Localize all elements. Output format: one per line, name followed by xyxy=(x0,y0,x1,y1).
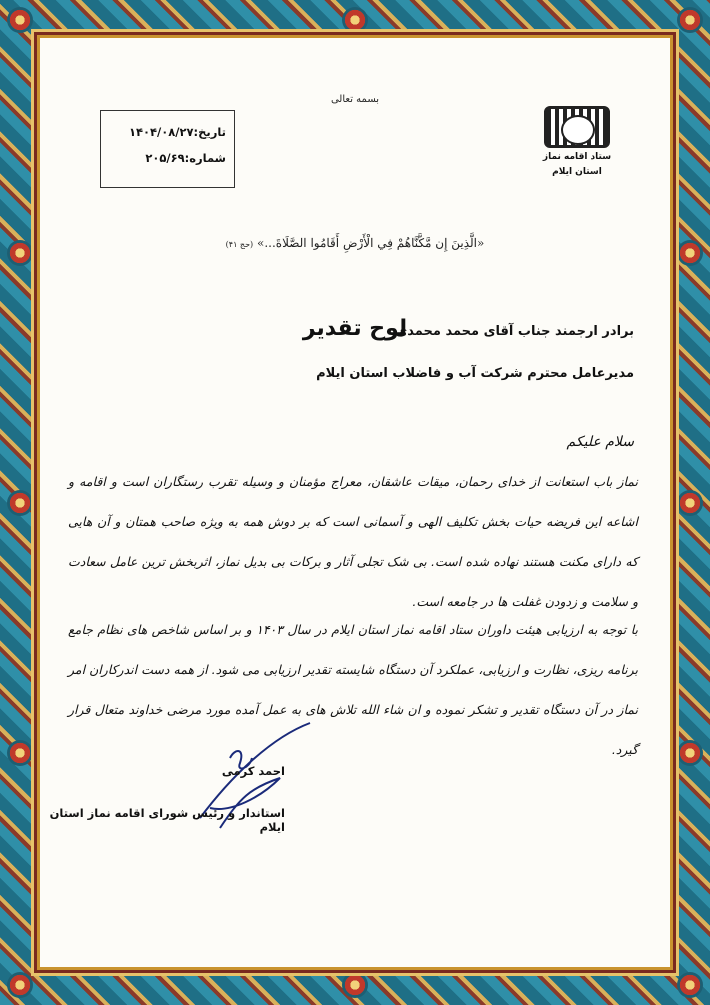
date-value: ۱۴۰۴/۰۸/۲۷ xyxy=(128,125,194,139)
side-medallion-icon xyxy=(677,240,703,266)
bottom-medallion-icon xyxy=(342,972,368,998)
bismillah: بسمه تعالی xyxy=(330,94,380,105)
side-medallion-icon xyxy=(7,490,33,516)
corner-medallion-icon xyxy=(7,972,33,998)
page-title: لوح تقدیر xyxy=(302,316,408,341)
verse-reference: (حج ۴۱) xyxy=(225,240,254,249)
body-paragraph-1: نماز باب استعانت از خدای رحمان، میقات عاشقان، معراج مؤمنان و وسیله تقرب رستگاران است و اقامه و اشاعه این فریضه حیات بخش تکلیف الهی و آسمانی است که بر دوش همه به ویژه صاحب همتان و آن هایی که دارای مکنت هستند نهاده شده است. بی شک تجلی آثار و برکات بی بدیل نماز، اثربخش ترین عامل سعادت و سلامت و زدودن غفلت ها در جامعه است. xyxy=(68,474,638,609)
corner-medallion-icon xyxy=(7,7,33,33)
body-paragraph-2: با توجه به ارزیابی هیئت داوران ستاد اقامه نماز استان ایلام در سال ۱۴۰۳ و بر اساس شاخص های نظام جامع برنامه ریزی، نظارت و ارزیابی، عملکرد آن دستگاه شایسته تقدیر ارزیابی می شود. از همه دست اندرکاران امر نماز در آن دستگاه تقدیر و تشکر نموده و ان شاء الله تلاش های به عمل آمده مورد مرضی خداوند متعال قرار گیرد. xyxy=(68,622,638,757)
organization-logo xyxy=(542,106,612,184)
salutation: سلام علیکم xyxy=(566,434,634,450)
side-medallion-icon xyxy=(7,740,33,766)
date-line xyxy=(109,119,226,145)
certificate-page xyxy=(40,38,670,967)
side-medallion-icon xyxy=(677,490,703,516)
recipient-name: برادر ارجمند جناب آقای محمد محمدی xyxy=(395,324,634,339)
number-value: ۲۰۵/۶۹ xyxy=(145,151,185,165)
date-label: تاریخ: xyxy=(193,125,226,139)
kaaba-logo-icon xyxy=(544,106,610,148)
verse-text: «الَّذِینَ إِن مَّکَّنَّاهُمْ فِي الْأَرْضِ أَقَامُوا الصَّلَاةَ...» xyxy=(257,236,485,250)
side-medallion-icon xyxy=(677,740,703,766)
signatory-title: استاندار و رئیس شورای اقامه نماز استان ایلام xyxy=(49,806,285,834)
number-label: شماره: xyxy=(184,151,226,165)
date-number-box xyxy=(100,110,235,188)
corner-medallion-icon xyxy=(677,7,703,33)
top-medallion-icon xyxy=(342,7,368,33)
signatory-name: احمد کرمی xyxy=(221,764,285,778)
side-medallion-icon xyxy=(7,240,33,266)
logo-line1: ستاد اقامه نماز xyxy=(542,152,612,162)
number-line xyxy=(109,145,226,171)
recipient-position: مدیرعامل محترم شرکت آب و فاضلاب استان ایلام xyxy=(316,366,634,381)
corner-medallion-icon xyxy=(677,972,703,998)
quran-verse xyxy=(40,236,670,250)
logo-line2: استان ایلام xyxy=(552,167,602,177)
